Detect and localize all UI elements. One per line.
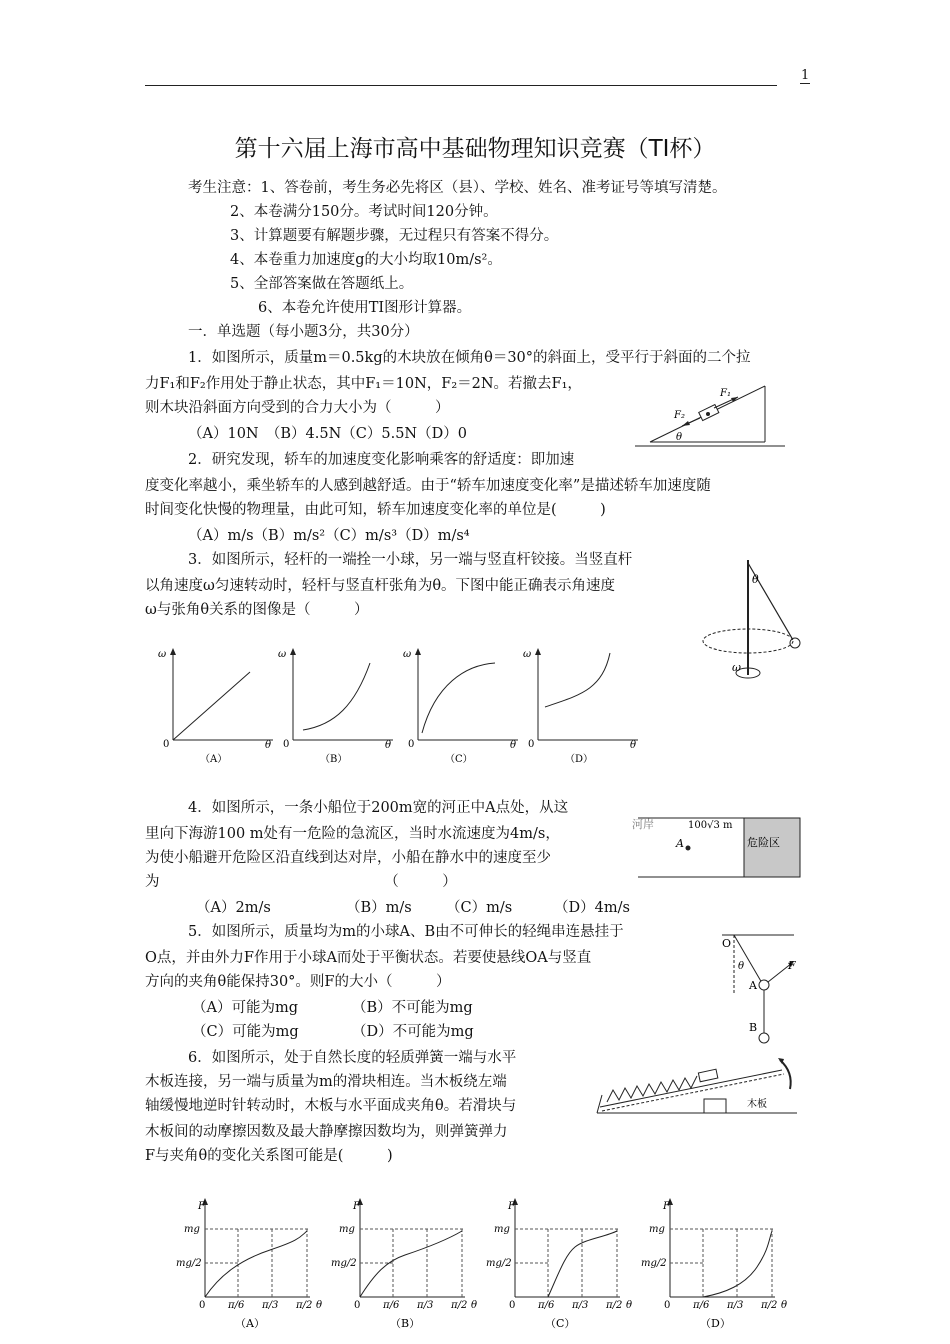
q2-text: 2．研究发现，轿车的加速度变化影响乘客的舒适度：即加速	[188, 452, 575, 468]
mg-tick: mg	[184, 1224, 200, 1235]
mg-tick: mg	[649, 1224, 665, 1235]
origin: 0	[509, 1300, 516, 1311]
f-label: F	[788, 959, 796, 972]
distance-label: 100√3 m	[688, 820, 733, 831]
danger-label: 危险区	[747, 836, 780, 849]
half-tick: mg/2	[331, 1258, 357, 1269]
axis-theta: θ	[626, 1300, 633, 1311]
graph-label: （D）	[700, 1317, 731, 1330]
q1-text: 1．如图所示，质量m＝0.5kg的木块放在倾角θ＝30°的斜面上，受平行于斜面的二个拉	[188, 350, 751, 366]
b-label: B	[749, 1021, 758, 1034]
axis-theta: θ	[316, 1300, 323, 1311]
q4-option: （A）2m/s	[196, 900, 271, 916]
axis-x: θ	[630, 740, 637, 751]
graph-label: （C）	[445, 754, 473, 765]
q4-text: 为 （ ）	[145, 874, 457, 890]
q3-text: 3．如图所示，轻杆的一端拴一小球，另一端与竖直杆铰接。当竖直杆	[188, 552, 633, 568]
graph-label: （B）	[320, 754, 348, 765]
tick-pi6: π/6	[383, 1300, 400, 1311]
axis-theta: θ	[471, 1300, 478, 1311]
origin: 0	[408, 739, 415, 750]
axis-y: ω	[158, 649, 167, 660]
graph-d	[523, 648, 638, 765]
q6-graphs	[170, 1195, 810, 1340]
q4-option: （C）m/s	[446, 900, 513, 916]
notice-line: 5、全部答案做在答题纸上。	[230, 276, 414, 292]
origin: 0	[163, 739, 170, 750]
incline-figure	[630, 380, 790, 450]
half-tick: mg/2	[486, 1258, 512, 1269]
q3-text: 以角速度ω匀速转动时，轻杆与竖直杆张角为θ。下图中能正确表示角速度	[145, 578, 616, 594]
axis-y: ω	[523, 649, 532, 660]
page-number: 1	[801, 68, 810, 83]
graph-b	[278, 648, 393, 765]
origin: 0	[199, 1300, 206, 1311]
bank-label: 河岸	[632, 818, 654, 831]
q5-text: 方向的夹角θ能保持30°。则F的大小（ ）	[145, 974, 451, 990]
axis-x: θ	[385, 740, 392, 751]
graph-label: （A）	[235, 1317, 265, 1330]
origin: 0	[528, 739, 535, 750]
o-label: O	[722, 937, 732, 950]
tick-pi3: π/3	[262, 1300, 279, 1311]
graph-c	[486, 1198, 632, 1330]
graph-label: （C）	[545, 1317, 576, 1330]
spring-board-figure	[592, 1055, 802, 1117]
q5-option: （C）可能为mg	[192, 1024, 299, 1040]
q5-text: O点，并由外力F作用于小球A而处于平衡状态。若要使悬线OA与竖直	[145, 950, 592, 966]
q6-text: F与夹角θ的变化关系图可能是( )	[145, 1148, 393, 1164]
q1-text: 则木块沿斜面方向受到的合力大小为（ ）	[145, 400, 450, 416]
tick-pi2: π/2	[606, 1300, 623, 1311]
origin: 0	[354, 1300, 361, 1311]
notice-line: 4、本卷重力加速度g的大小均取10m/s²。	[230, 252, 502, 268]
half-tick: mg/2	[641, 1258, 667, 1269]
origin: 0	[664, 1300, 671, 1311]
graph-a	[176, 1198, 322, 1330]
q4-option: （D）4m/s	[554, 900, 630, 916]
q5-text: 5．如图所示，质量均为m的小球A、B由不可伸长的轻绳串连悬挂于	[188, 924, 624, 940]
a-label: A	[749, 979, 757, 992]
f2-label: F₂	[674, 410, 685, 421]
graph-label: （B）	[390, 1317, 421, 1330]
axis-f: F	[663, 1201, 670, 1212]
axis-x: θ	[510, 740, 517, 751]
point-a-label: A	[676, 837, 684, 850]
f1-label: F₁	[720, 388, 731, 399]
tick-pi6: π/6	[538, 1300, 555, 1311]
notice-line: 考生注意：1、答卷前，考生务必先将区（县）、学校、姓名、准考证号等填写清楚。	[188, 180, 727, 196]
tick-pi2: π/2	[451, 1300, 468, 1311]
pendulum-figure	[712, 925, 802, 1045]
q6-text: 木板间的动摩擦因数及最大静摩擦因数均为，则弹簧弹力	[145, 1124, 508, 1140]
axis-y: ω	[278, 649, 287, 660]
theta-label: θ	[738, 961, 745, 972]
board-label: 木板	[747, 1099, 767, 1110]
q3-graphs	[155, 645, 645, 765]
axis-x: θ	[265, 740, 272, 751]
notice-line: 6、本卷允许使用TI图形计算器。	[258, 300, 472, 316]
q4-text: 4．如图所示，一条小船位于200m宽的河正中A点处，从这	[188, 800, 569, 816]
theta-label: θ	[752, 573, 759, 586]
axis-f: F	[353, 1201, 360, 1212]
tick-pi3: π/3	[727, 1300, 744, 1311]
tick-pi6: π/6	[228, 1300, 245, 1311]
section-heading: 一．单选题（每小题3分，共30分）	[188, 324, 419, 340]
mg-tick: mg	[339, 1224, 355, 1235]
q4-option: （B）m/s	[346, 900, 412, 916]
graph-b	[331, 1198, 477, 1330]
q2-text: 时间变化快慢的物理量，由此可知，轿车加速度变化率的单位是( )	[145, 502, 606, 518]
graph-c	[403, 648, 518, 765]
q6-text: 6．如图所示，处于自然长度的轻质弹簧一端与水平	[188, 1050, 517, 1066]
graph-a	[158, 648, 273, 765]
river-figure	[628, 812, 803, 882]
q2-text: 度变化率越小，乘坐轿车的人感到越舒适。由于“轿车加速度变化率”是描述轿车加速度随	[145, 478, 711, 494]
origin: 0	[283, 739, 290, 750]
q2-options: （A）m/s（B）m/s²（C）m/s³（D）m/s⁴	[188, 528, 470, 544]
theta-label: θ	[676, 432, 683, 443]
q6-text: 轴缓慢地逆时针转动时，木板与水平面成夹角θ。若滑块与	[145, 1098, 517, 1114]
q5-option: （A）可能为mg	[192, 1000, 299, 1016]
axis-theta: θ	[781, 1300, 788, 1311]
axis-y: ω	[403, 649, 412, 660]
tick-pi3: π/3	[417, 1300, 434, 1311]
tick-pi3: π/3	[572, 1300, 589, 1311]
axis-f: F	[508, 1201, 515, 1212]
q5-option: （D）不可能为mg	[352, 1024, 474, 1040]
rotating-rod-figure	[700, 555, 810, 690]
notice-line: 2、本卷满分150分。考试时间120分钟。	[230, 204, 498, 220]
q4-text: 里向下海游100 m处有一危险的急流区，当时水流速度为4m/s，	[145, 826, 560, 842]
q3-text: ω与张角θ关系的图像是（ ）	[145, 602, 369, 618]
q1-options: （A）10N （B）4.5N（C）5.5N（D）0	[188, 426, 467, 442]
axis-f: F	[198, 1201, 205, 1212]
q5-option: （B）不可能为mg	[352, 1000, 473, 1016]
page-title: 第十六届上海市高中基础物理知识竞赛（TI杯）	[234, 136, 716, 162]
notice-line: 3、计算题要有解题步骤，无过程只有答案不得分。	[230, 228, 559, 244]
header-rule	[145, 85, 777, 86]
q1-text: 力F₁和F₂作用处于静止状态，其中F₁＝10N，F₂＝2N。若撤去F₁，	[145, 376, 582, 392]
q6-text: 木板连接，另一端与质量为m的滑块相连。当木板绕左端	[145, 1074, 507, 1090]
mg-tick: mg	[494, 1224, 510, 1235]
q4-text: 为使小船避开危险区沿直线到达对岸，小船在静水中的速度至少	[145, 850, 551, 866]
tick-pi2: π/2	[761, 1300, 778, 1311]
tick-pi2: π/2	[296, 1300, 313, 1311]
graph-label: （A）	[200, 754, 228, 765]
tick-pi6: π/6	[693, 1300, 710, 1311]
half-tick: mg/2	[176, 1258, 202, 1269]
omega-label: ω	[732, 661, 741, 674]
graph-d	[641, 1198, 787, 1330]
graph-label: （D）	[565, 754, 594, 765]
